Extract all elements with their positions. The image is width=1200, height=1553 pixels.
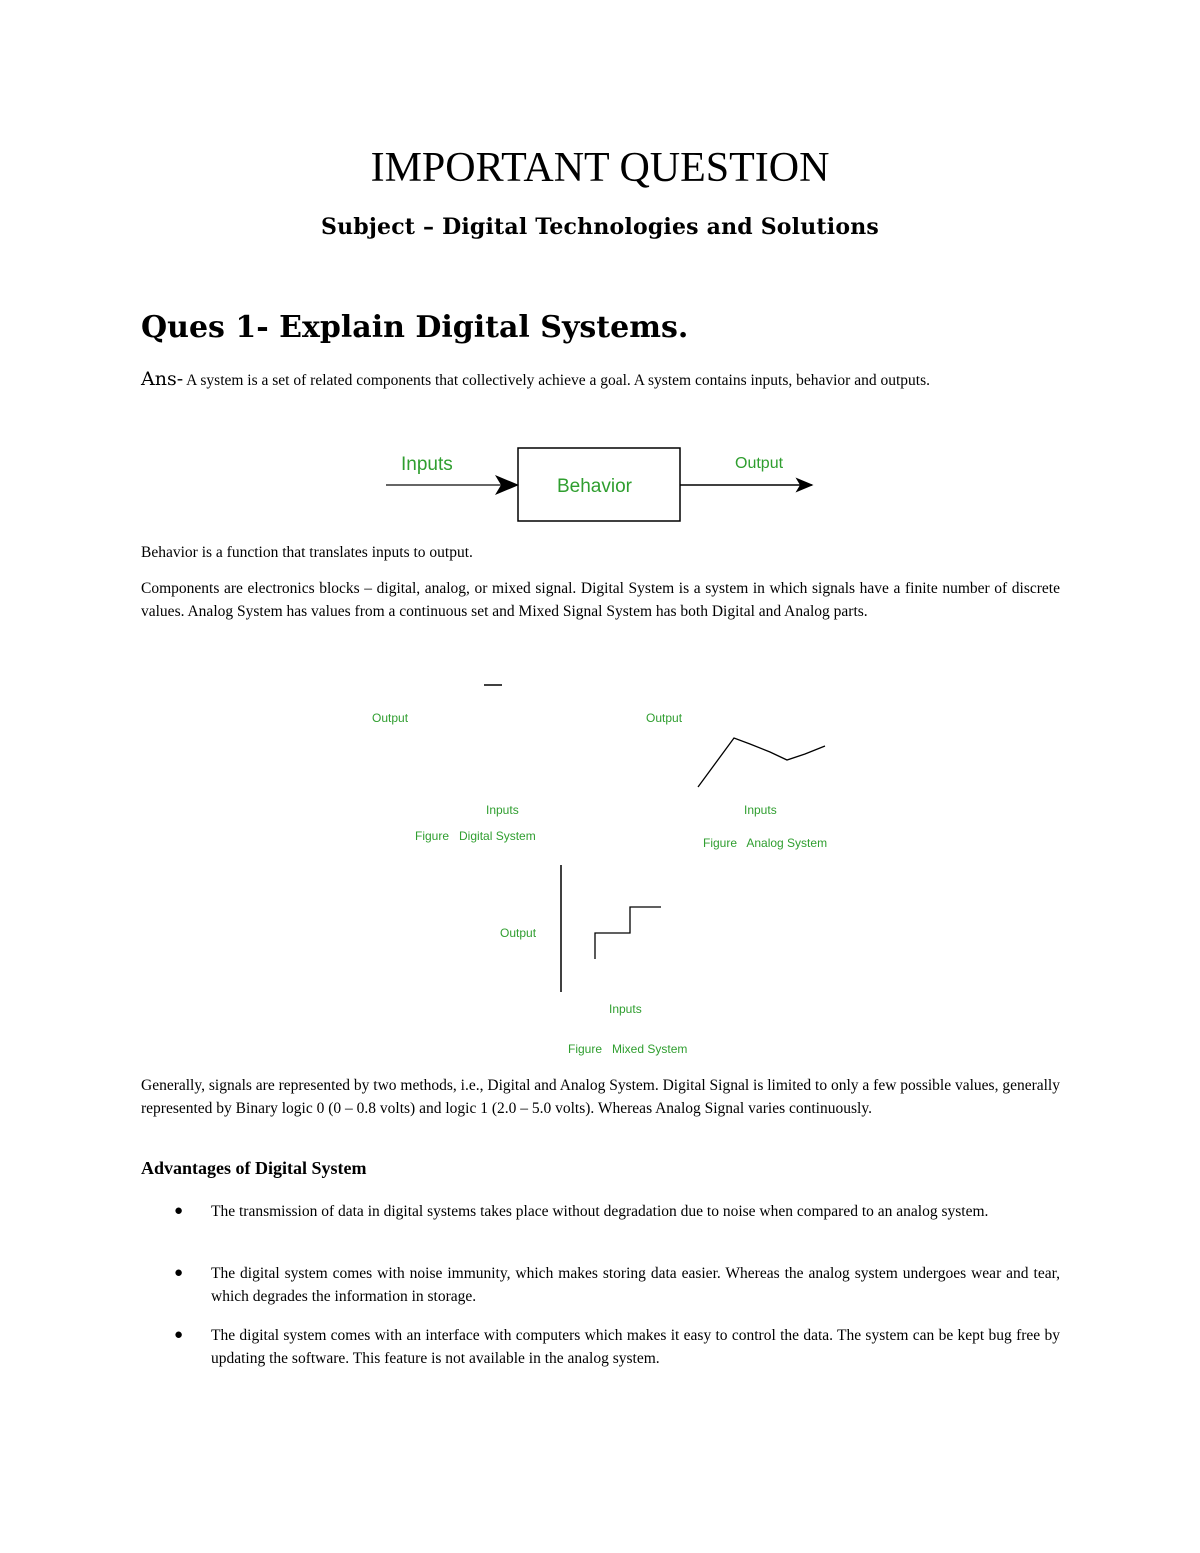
- bullet-icon: ●: [174, 1327, 184, 1343]
- advantages-heading: Advantages of Digital System: [141, 1158, 367, 1178]
- list-item: [174, 1262, 1060, 1308]
- digital-system-figure: [372, 711, 536, 843]
- bullet-icon: ●: [174, 1265, 184, 1281]
- mixed-inputs-label: Inputs: [609, 1002, 642, 1016]
- answer-text: A system is a set of related components that collectively achieve a goal. A system contains inputs, behavior and outputs.: [183, 372, 930, 389]
- list-item-text: The digital system comes with noise immunity, which makes storing data easier. Whereas the analog system undergoes wear and tear, which degrades the information in storage.: [211, 1265, 1060, 1305]
- signals-paragraph: Generally, signals are represented by two methods, i.e., Digital and Analog System. Digital Signal is limited to only a few possible values, generally represented by Binary logic 0 (0 – 0.8 volts) and logic 1 (2.0 – 5.0 volts). Whereas Analog Signal varies continuously.: [141, 1077, 1060, 1117]
- behavior-label: Behavior: [557, 476, 632, 497]
- digital-inputs-label: Inputs: [486, 803, 519, 817]
- output-label: Output: [735, 455, 784, 472]
- analog-system-figure: [646, 711, 827, 850]
- analog-signal-curve: [698, 738, 825, 787]
- behavior-definition: Behavior is a function that translates inputs to output.: [141, 544, 473, 561]
- mixed-step-signal: [595, 907, 661, 959]
- page-title: IMPORTANT QUESTION: [370, 145, 830, 191]
- digital-caption: Figure Digital System: [415, 829, 536, 843]
- list-item-text: The digital system comes with an interface with computers which makes it easy to control the data. The system can be kept bug free by updating the software. This feature is not available in the analog system.: [211, 1327, 1060, 1367]
- list-item-text: The transmission of data in digital systems takes place without degradation due to noise when compared to an analog system.: [211, 1203, 989, 1220]
- components-paragraph: Components are electronics blocks – digital, analog, or mixed signal. Digital System is a system in which signals have a finite number of discrete values. Analog System has values from a continuous set and Mixed Signal System has both Digital and Analog parts.: [141, 580, 1060, 620]
- answer-line: [141, 366, 1061, 394]
- inputs-label: Inputs: [401, 454, 453, 475]
- digital-output-label: Output: [372, 711, 409, 725]
- question-heading: Ques 1- Explain Digital Systems.: [141, 310, 689, 345]
- signal-figures: [360, 670, 840, 1060]
- mixed-system-figure: [500, 865, 687, 1056]
- analog-caption: Figure Analog System: [703, 836, 828, 850]
- list-item: [174, 1200, 1060, 1223]
- answer-label: Ans-: [141, 368, 184, 390]
- page-subtitle: Subject – Digital Technologies and Solutions: [320, 214, 879, 240]
- system-block-diagram: [380, 440, 820, 530]
- list-item: [174, 1324, 1060, 1370]
- analog-inputs-label: Inputs: [744, 803, 777, 817]
- bullet-icon: ●: [174, 1203, 184, 1219]
- mixed-caption: Figure Mixed System: [568, 1042, 688, 1056]
- analog-output-label: Output: [646, 711, 683, 725]
- mixed-output-label: Output: [500, 926, 537, 940]
